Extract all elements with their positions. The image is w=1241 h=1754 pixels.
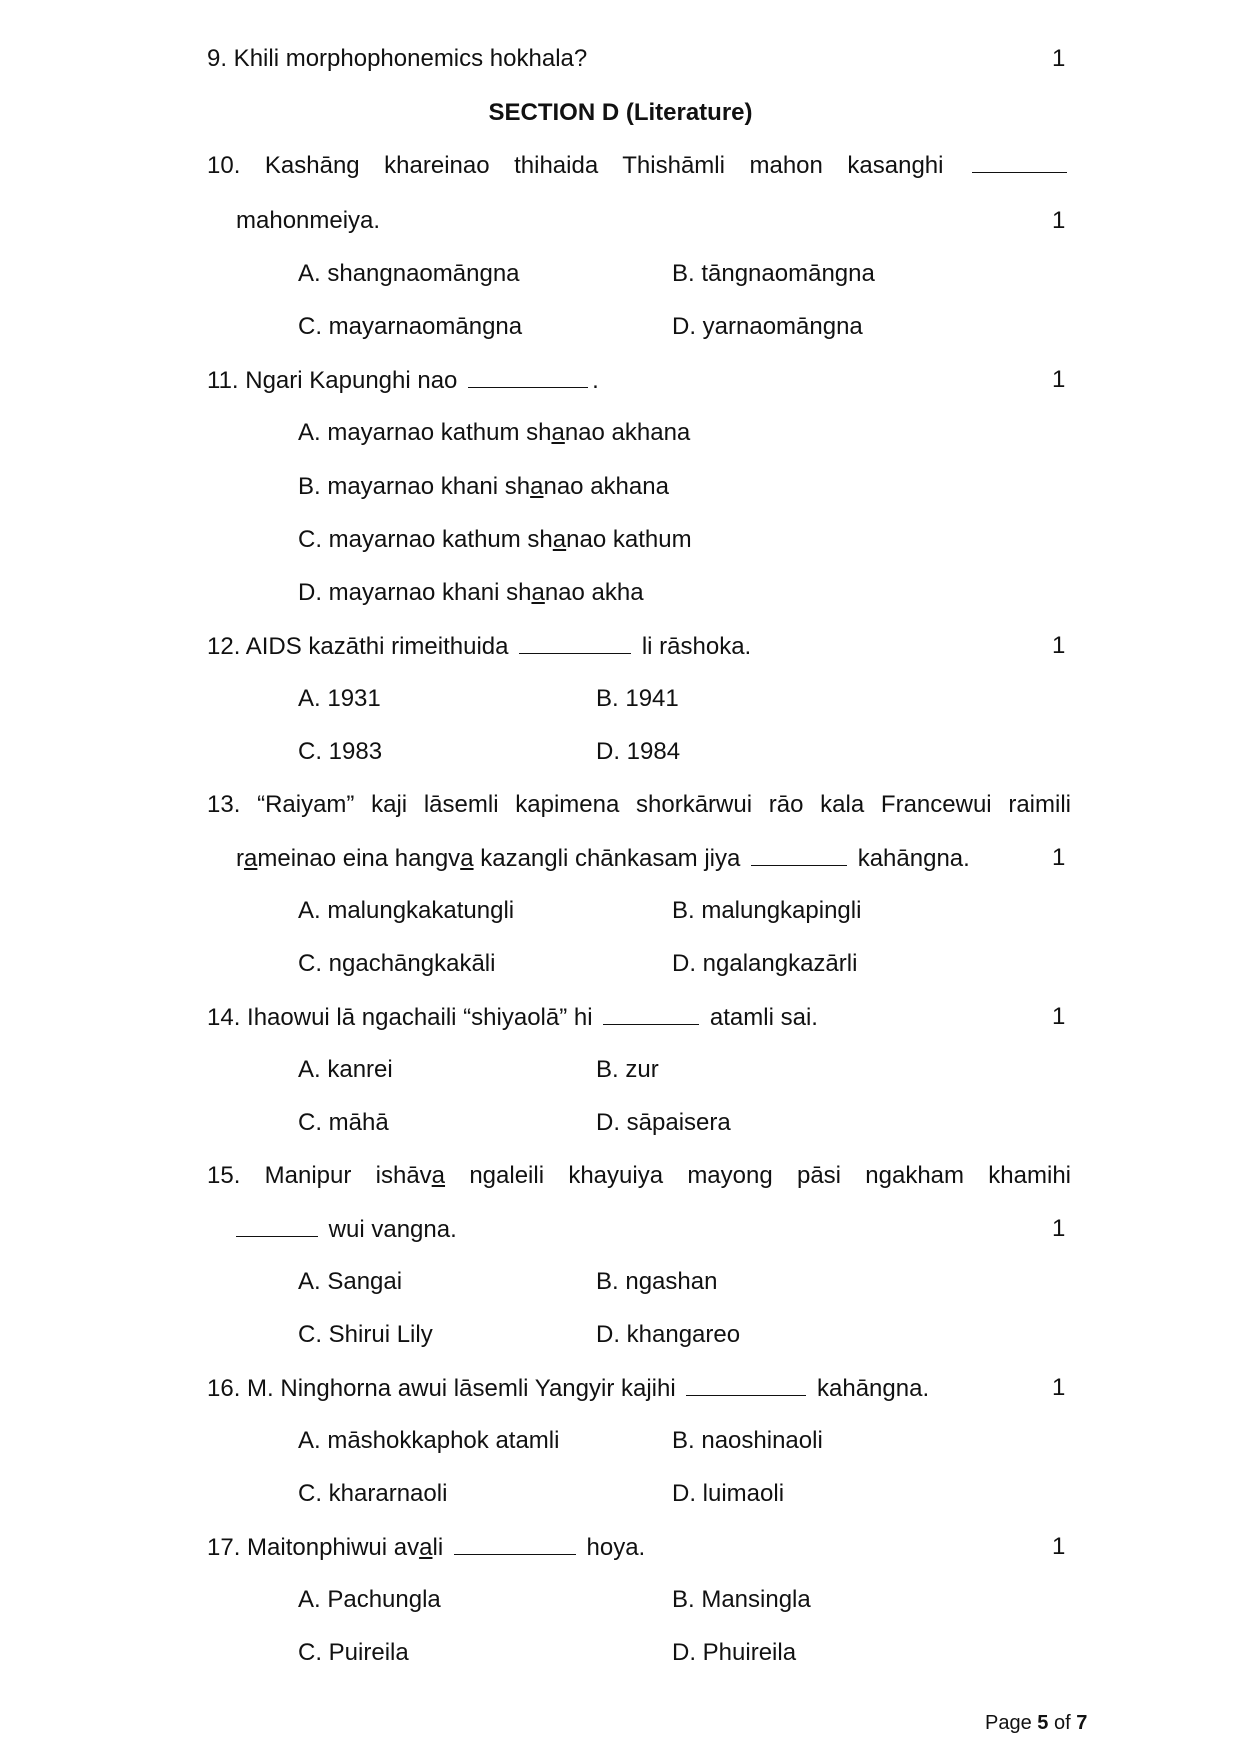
page-label: Page bbox=[985, 1712, 1032, 1734]
option-text: D. mayarnao khani sh bbox=[298, 579, 532, 606]
answer-blank bbox=[454, 1532, 576, 1555]
option-12-c: C. 1983 bbox=[298, 738, 383, 765]
option-13-b: B. malungkapingli bbox=[672, 897, 862, 924]
question-12-end: li rāshoka. bbox=[641, 633, 752, 660]
underlined-letter: a bbox=[419, 1534, 433, 1561]
option-14-d: D. sāpaisera bbox=[596, 1109, 731, 1136]
option-11-c bbox=[298, 525, 692, 555]
marks-17: 1 bbox=[1052, 1533, 1066, 1560]
option-15-d: D. khangareo bbox=[596, 1321, 741, 1348]
question-10-line1 bbox=[207, 150, 1071, 181]
answer-blank bbox=[686, 1373, 806, 1396]
marks-13: 1 bbox=[1052, 844, 1066, 871]
option-10-b: B. tāngnaomāngna bbox=[672, 260, 875, 287]
option-12-b: B. 1941 bbox=[596, 685, 679, 712]
question-16 bbox=[207, 1373, 929, 1404]
question-17 bbox=[207, 1532, 645, 1563]
answer-blank bbox=[751, 843, 847, 866]
question-9: 9. Khili morphophonemics hokhala? bbox=[207, 45, 588, 72]
q13-end: kahāngna. bbox=[857, 845, 970, 872]
option-13-c: C. ngachāngkakāli bbox=[298, 950, 496, 977]
question-14-text: 14. Ihaowui lā ngachaili “shiyaolā” hi bbox=[207, 1004, 593, 1031]
of-label: of bbox=[1053, 1712, 1071, 1734]
q13-text: kazangli chānkasam jiya bbox=[473, 845, 741, 872]
marks-14: 1 bbox=[1052, 1003, 1066, 1030]
question-13-line1: 13. “Raiyam” kaji lāsemli kapimena shorkārwui rāo kala Francewui raimili bbox=[207, 791, 1071, 818]
option-text: C. mayarnao kathum sh bbox=[298, 526, 553, 553]
q13-text: meinao eina hangv bbox=[257, 845, 461, 872]
question-13-line2 bbox=[236, 843, 970, 874]
question-15-line1 bbox=[207, 1161, 1071, 1191]
option-text: nao akhana bbox=[543, 473, 669, 500]
underlined-letter: a bbox=[531, 579, 545, 606]
option-17-d: D. Phuireila bbox=[672, 1639, 797, 1666]
option-text: nao akhana bbox=[564, 419, 691, 446]
q15-text: 15. Manipur ishāv bbox=[207, 1162, 432, 1189]
option-10-d: D. yarnaomāngna bbox=[672, 313, 863, 340]
option-17-c: C. Puireila bbox=[298, 1639, 409, 1666]
answer-blank bbox=[468, 365, 588, 388]
marks-15: 1 bbox=[1052, 1215, 1066, 1242]
option-17-b: B. Mansingla bbox=[672, 1586, 811, 1613]
marks-9: 1 bbox=[1052, 45, 1066, 72]
q13-text: r bbox=[236, 845, 244, 872]
marks-11: 1 bbox=[1052, 366, 1066, 393]
question-10-text: 10. Kashāng khareinao thihaida Thishāmli mahon kasanghi bbox=[207, 152, 944, 179]
question-10-line2: mahonmeiya. bbox=[236, 207, 381, 234]
option-text: B. mayarnao khani sh bbox=[298, 473, 531, 500]
marks-10: 1 bbox=[1052, 207, 1066, 234]
marks-16: 1 bbox=[1052, 1374, 1066, 1401]
option-15-a: A. Sangai bbox=[298, 1268, 403, 1295]
option-10-a: A. shangnaomāngna bbox=[298, 260, 520, 287]
question-14 bbox=[207, 1002, 818, 1033]
question-16-end: kahāngna. bbox=[817, 1375, 930, 1402]
option-16-d: D. luimaoli bbox=[672, 1480, 785, 1507]
option-11-d bbox=[298, 578, 644, 608]
option-16-c: C. khararnaoli bbox=[298, 1480, 448, 1507]
question-17-end: hoya. bbox=[586, 1534, 646, 1561]
option-16-b: B. naoshinaoli bbox=[672, 1427, 823, 1454]
question-17-text: 17. Maitonphiwui av bbox=[207, 1534, 420, 1561]
question-14-end: atamli sai. bbox=[709, 1004, 818, 1031]
question-11-end: . bbox=[592, 367, 599, 394]
option-13-a: A. malungkakatungli bbox=[298, 897, 515, 924]
question-15-line2 bbox=[236, 1214, 457, 1245]
option-13-d: D. ngalangkazārli bbox=[672, 950, 858, 977]
answer-blank bbox=[603, 1002, 699, 1025]
answer-blank bbox=[972, 150, 1067, 173]
option-17-a: A. Pachungla bbox=[298, 1586, 441, 1613]
underlined-letter: a bbox=[552, 526, 567, 553]
option-14-c: C. māhā bbox=[298, 1109, 389, 1136]
question-16-text: 16. M. Ninghorna awui lāsemli Yangyir kajihi bbox=[207, 1375, 676, 1402]
underlined-letter: a bbox=[530, 473, 544, 500]
option-text: nao akha bbox=[544, 579, 644, 606]
option-14-b: B. zur bbox=[596, 1056, 659, 1083]
option-15-b: B. ngashan bbox=[596, 1268, 718, 1295]
question-17-text: li bbox=[432, 1534, 444, 1561]
underlined-letter: a bbox=[431, 1162, 446, 1189]
option-16-a: A. māshokkaphok atamli bbox=[298, 1427, 560, 1454]
q15-end: wui vangna. bbox=[328, 1216, 457, 1243]
section-d-heading: SECTION D (Literature) bbox=[488, 99, 753, 126]
q15-text: ngaleili khayuiya mayong pāsi ngakham khamihi bbox=[445, 1162, 1071, 1189]
option-11-b bbox=[298, 472, 669, 502]
question-11-text: 11. Ngari Kapunghi nao bbox=[207, 367, 458, 394]
option-12-a: A. 1931 bbox=[298, 685, 381, 712]
option-text: nao kathum bbox=[566, 526, 692, 553]
page-total: 7 bbox=[1076, 1712, 1088, 1734]
marks-12: 1 bbox=[1052, 632, 1066, 659]
underlined-letter: a bbox=[551, 419, 565, 446]
option-text: A. mayarnao kathum sh bbox=[298, 419, 552, 446]
underlined-letter: a bbox=[244, 845, 258, 872]
answer-blank bbox=[519, 631, 631, 654]
question-11 bbox=[207, 365, 599, 396]
answer-blank bbox=[236, 1214, 318, 1237]
option-10-c: C. mayarnaomāngna bbox=[298, 313, 523, 340]
option-12-d: D. 1984 bbox=[596, 738, 681, 765]
underlined-letter: a bbox=[460, 845, 474, 872]
option-15-c: C. Shirui Lily bbox=[298, 1321, 433, 1348]
option-11-a bbox=[298, 418, 690, 448]
question-12 bbox=[207, 631, 751, 662]
page-number: 5 bbox=[1037, 1712, 1049, 1734]
page-footer bbox=[985, 1710, 1087, 1736]
question-12-text: 12. AIDS kazāthi rimeithuida bbox=[207, 633, 509, 660]
option-14-a: A. kanrei bbox=[298, 1056, 393, 1083]
